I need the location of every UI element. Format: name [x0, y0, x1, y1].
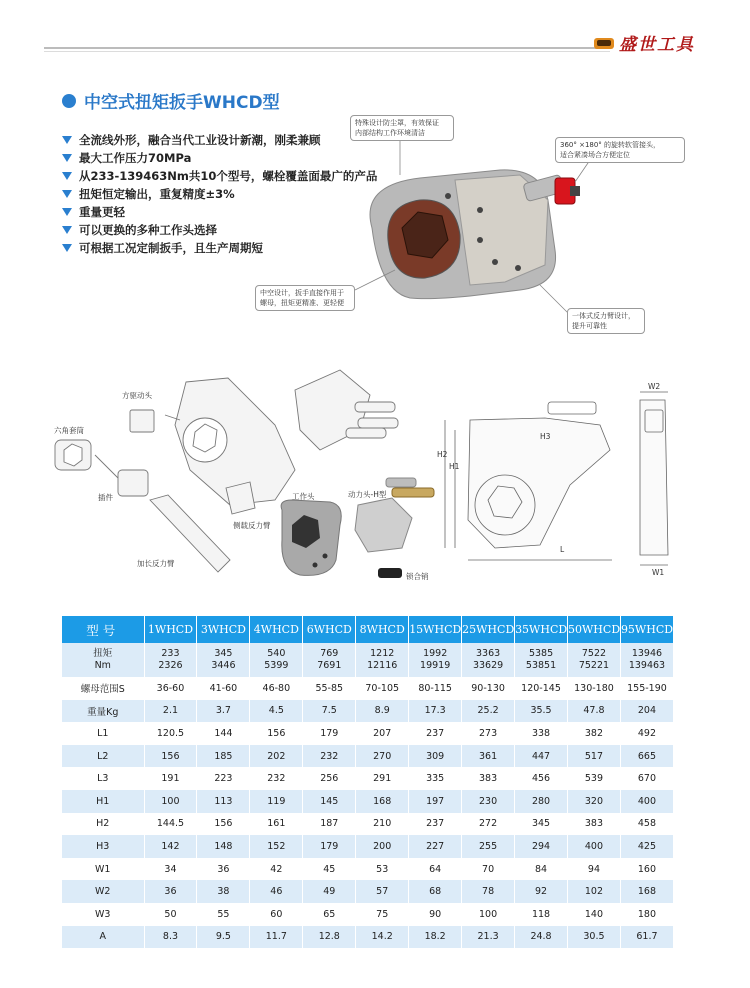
table-cell: 42 [250, 858, 303, 881]
table-cell: 4.5 [250, 700, 303, 723]
table-cell: 36 [144, 880, 197, 903]
table-cell: 255 [462, 835, 515, 858]
table-cell: 179 [303, 722, 356, 745]
label-side-arm: 侧载反力臂 [233, 521, 271, 530]
table-cell: 130-180 [568, 677, 621, 700]
table-row [62, 835, 674, 858]
table-cell: 70 [462, 858, 515, 881]
table-row [62, 880, 674, 903]
table-cell: 769 7691 [303, 643, 356, 677]
table-cell: 233 2326 [144, 643, 197, 677]
table-cell: 168 [356, 790, 409, 813]
row-label: H1 [62, 790, 144, 813]
table-cell: 21.3 [462, 926, 515, 949]
table-cell: 118 [515, 903, 568, 926]
table-cell: 294 [515, 835, 568, 858]
table-cell: 207 [356, 722, 409, 745]
callout-reaction-arm: 一体式反力臂设计， 提升可靠性 [567, 308, 645, 334]
label-hex-socket: 六角套筒 [54, 426, 84, 435]
row-label: H3 [62, 835, 144, 858]
feature-item: 从233-139463Nm共10个型号，螺栓覆盖面最广的产品 [62, 167, 377, 185]
table-cell: 144 [197, 722, 250, 745]
table-cell: 35.5 [515, 700, 568, 723]
table-cell: 345 [515, 813, 568, 836]
table-cell: 338 [515, 722, 568, 745]
table-cell: 64 [409, 858, 462, 881]
dimension-drawing-front [640, 392, 668, 565]
table-body [62, 677, 674, 948]
table-row [62, 767, 674, 790]
brand-name: 盛世工具 [619, 35, 695, 55]
table-cell: 1992 19919 [409, 643, 462, 677]
table-cell: 50 [144, 903, 197, 926]
table-cell: 185 [197, 745, 250, 768]
leader-line [540, 285, 570, 315]
table-cell: 383 [462, 767, 515, 790]
header-model: 6WHCD [303, 616, 356, 643]
table-cell: 3.7 [197, 700, 250, 723]
table-cell: 17.3 [409, 700, 462, 723]
table-cell: 55 [197, 903, 250, 926]
label-long-arm: 加长反力臂 [137, 559, 175, 568]
feature-item: 全流线外形，融合当代工业设计新潮，刚柔兼顾 [62, 131, 377, 149]
lock-pin-image [378, 568, 402, 578]
label-power-head: 动力头-H型 [348, 490, 387, 499]
table-cell: 148 [197, 835, 250, 858]
table-cell: 119 [250, 790, 303, 813]
table-cell: 80-115 [409, 677, 462, 700]
table-cell: 517 [568, 745, 621, 768]
leader-line [575, 160, 590, 182]
table-row [62, 926, 674, 949]
header-model: 35WHCD [515, 616, 568, 643]
feature-item: 最大工作压力70MPa [62, 149, 377, 167]
table-cell: 670 [620, 767, 673, 790]
feature-item: 可以更换的多种工作头选择 [62, 221, 377, 239]
table-cell: 70-105 [356, 677, 409, 700]
table-cell: 7.5 [303, 700, 356, 723]
table-cell: 113 [197, 790, 250, 813]
table-cell: 272 [462, 813, 515, 836]
table-cell: 30.5 [568, 926, 621, 949]
table-row [62, 813, 674, 836]
table-cell: 204 [620, 700, 673, 723]
table-cell: 94 [568, 858, 621, 881]
table-cell: 665 [620, 745, 673, 768]
dim-label-w1: W1 [652, 568, 665, 577]
table-cell: 202 [250, 745, 303, 768]
table-cell: 41-60 [197, 677, 250, 700]
row-label: W2 [62, 880, 144, 903]
table-cell: 232 [250, 767, 303, 790]
header-model: 4WHCD [250, 616, 303, 643]
row-label: L2 [62, 745, 144, 768]
table-cell: 8.3 [144, 926, 197, 949]
table-cell: 273 [462, 722, 515, 745]
header-model: 25WHCD [462, 616, 515, 643]
table-cell: 61.7 [620, 926, 673, 949]
table-cell: 223 [197, 767, 250, 790]
table-cell: 142 [144, 835, 197, 858]
table-cell: 237 [409, 813, 462, 836]
table-cell: 270 [356, 745, 409, 768]
table-row [62, 858, 674, 881]
table-cell: 237 [409, 722, 462, 745]
row-label: 重量Kg [62, 700, 144, 723]
feature-item: 重量更轻 [62, 203, 377, 221]
table-cell: 2.1 [144, 700, 197, 723]
table-cell: 256 [303, 767, 356, 790]
table-cell: 68 [409, 880, 462, 903]
label-square-drive: 方驱动头 [122, 391, 152, 400]
table-cell: 180 [620, 903, 673, 926]
spec-table [62, 616, 674, 948]
table-cell: 7522 75221 [568, 643, 621, 677]
table-cell: 335 [409, 767, 462, 790]
table-cell: 8.9 [356, 700, 409, 723]
table-row [62, 903, 674, 926]
table-cell: 120-145 [515, 677, 568, 700]
work-head-image [281, 500, 341, 575]
table-cell: 140 [568, 903, 621, 926]
table-cell: 447 [515, 745, 568, 768]
table-cell: 400 [620, 790, 673, 813]
table-cell: 200 [356, 835, 409, 858]
table-cell: 230 [462, 790, 515, 813]
table-cell: 161 [250, 813, 303, 836]
table-cell: 1212 12116 [356, 643, 409, 677]
table-row [62, 677, 674, 700]
table-cell: 168 [620, 880, 673, 903]
table-cell: 179 [303, 835, 356, 858]
table-cell: 46-80 [250, 677, 303, 700]
table-cell: 18.2 [409, 926, 462, 949]
table-cell: 3363 33629 [462, 643, 515, 677]
table-cell: 309 [409, 745, 462, 768]
table-cell: 191 [144, 767, 197, 790]
dimension-drawing-side [445, 402, 612, 560]
header-model: 15WHCD [409, 616, 462, 643]
table-cell: 36 [197, 858, 250, 881]
table-row [62, 700, 674, 723]
table-cell: 540 5399 [250, 643, 303, 677]
table-cell: 11.7 [250, 926, 303, 949]
table-cell: 382 [568, 722, 621, 745]
table-cell: 458 [620, 813, 673, 836]
row-label: 螺母范围S [62, 677, 144, 700]
table-cell: 492 [620, 722, 673, 745]
table-cell: 55-85 [303, 677, 356, 700]
table-cell: 155-190 [620, 677, 673, 700]
table-cell: 65 [303, 903, 356, 926]
table-cell: 400 [568, 835, 621, 858]
table-cell: 144.5 [144, 813, 197, 836]
table-cell: 38 [197, 880, 250, 903]
table-cell: 456 [515, 767, 568, 790]
dim-label-h1: H1 [449, 462, 460, 471]
dim-label-h3: H3 [540, 432, 551, 441]
table-cell: 383 [568, 813, 621, 836]
table-cell: 46 [250, 880, 303, 903]
table-cell: 84 [515, 858, 568, 881]
callout-hollow-design: 中空设计，扳手直接作用于 螺母，扭矩更精准、更轻便 [255, 285, 355, 311]
dim-label-h2: H2 [437, 450, 448, 459]
table-cell: 53 [356, 858, 409, 881]
table-cell: 78 [462, 880, 515, 903]
table-row-torque [62, 643, 674, 677]
table-cell: 152 [250, 835, 303, 858]
feature-item: 可根据工况定制扳手，且生产周期短 [62, 239, 377, 257]
row-label: W3 [62, 903, 144, 926]
table-row [62, 790, 674, 813]
table-cell: 160 [620, 858, 673, 881]
table-cell: 90 [409, 903, 462, 926]
table-cell: 232 [303, 745, 356, 768]
table-cell: 14.2 [356, 926, 409, 949]
table-cell: 100 [462, 903, 515, 926]
table-cell: 320 [568, 790, 621, 813]
table-cell: 102 [568, 880, 621, 903]
page-title: 中空式扭矩扳手WHCD型 [84, 93, 280, 113]
table-cell: 227 [409, 835, 462, 858]
table-header-row [62, 616, 674, 643]
table-cell: 45 [303, 858, 356, 881]
dim-label-l: L [560, 545, 565, 554]
exploded-parts-drawing [55, 370, 398, 572]
header-model-label: 型号 [62, 616, 144, 643]
table-cell: 75 [356, 903, 409, 926]
table-cell: 156 [197, 813, 250, 836]
table-cell: 145 [303, 790, 356, 813]
table-row [62, 722, 674, 745]
table-cell: 361 [462, 745, 515, 768]
callout-swivel-fitting: 360° ×180° 的旋转软管接头， 适合紧凑场合方便定位 [555, 137, 685, 163]
table-cell: 60 [250, 903, 303, 926]
table-cell: 57 [356, 880, 409, 903]
table-cell: 5385 53851 [515, 643, 568, 677]
table-cell: 187 [303, 813, 356, 836]
row-label: L1 [62, 722, 144, 745]
header-model: 3WHCD [197, 616, 250, 643]
table-cell: 539 [568, 767, 621, 790]
row-label: L3 [62, 767, 144, 790]
hero-wrench-image [370, 170, 580, 299]
header-model: 8WHCD [356, 616, 409, 643]
table-cell: 280 [515, 790, 568, 813]
table-cell: 34 [144, 858, 197, 881]
label-work-head: 工作头 [292, 492, 315, 501]
label-lock-pin: 锁合销 [406, 572, 429, 581]
table-cell: 36-60 [144, 677, 197, 700]
callout-dust-cover: 特殊设计防尘罩，有效保证 内部结构工作环境清洁 [350, 115, 454, 141]
table-cell: 425 [620, 835, 673, 858]
row-label: A [62, 926, 144, 949]
header-model: 95WHCD [620, 616, 673, 643]
table-cell: 156 [144, 745, 197, 768]
table-row [62, 745, 674, 768]
table-cell: 13946 139463 [620, 643, 673, 677]
table-cell: 210 [356, 813, 409, 836]
table-cell: 90-130 [462, 677, 515, 700]
table-cell: 12.8 [303, 926, 356, 949]
dim-label-w2: W2 [648, 382, 661, 391]
table-cell: 345 3446 [197, 643, 250, 677]
table-cell: 197 [409, 790, 462, 813]
header-model: 50WHCD [568, 616, 621, 643]
table-cell: 100 [144, 790, 197, 813]
label-insert: 插件 [98, 493, 113, 502]
table-cell: 24.8 [515, 926, 568, 949]
table-cell: 9.5 [197, 926, 250, 949]
feature-item: 扭矩恒定输出，重复精度±3% [62, 185, 377, 203]
row-label: H2 [62, 813, 144, 836]
table-cell: 120.5 [144, 722, 197, 745]
header-model: 1WHCD [144, 616, 197, 643]
row-label: W1 [62, 858, 144, 881]
table-cell: 25.2 [462, 700, 515, 723]
table-cell: 291 [356, 767, 409, 790]
table-cell: 92 [515, 880, 568, 903]
table-cell: 47.8 [568, 700, 621, 723]
table-cell: 49 [303, 880, 356, 903]
row-label: 扭矩 Nm [62, 643, 144, 677]
table-cell: 156 [250, 722, 303, 745]
